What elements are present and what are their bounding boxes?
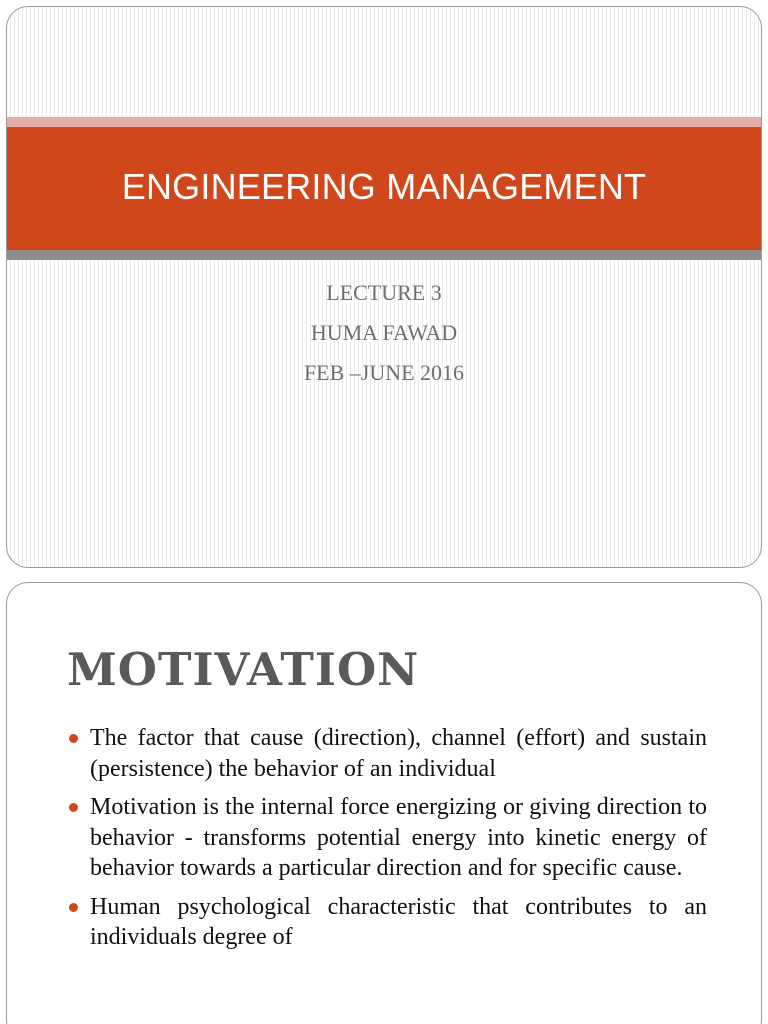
bullet-item xyxy=(67,792,707,884)
bullet-text: Human psychological characteristic that contributes to an individuals degree of xyxy=(90,893,707,950)
bullet-dot-icon xyxy=(69,903,78,912)
slide-subtitle xyxy=(7,273,761,393)
bullet-text: Motivation is the internal force energizing or giving direction to behavior - transforms potential energy into kinetic energy of behavior towards a particular direction and for specific cause. xyxy=(90,794,707,881)
subtitle-author: HUMA FAWAD xyxy=(310,320,458,345)
bullet-dot-icon xyxy=(69,734,78,743)
bullet-item xyxy=(67,723,707,784)
bullet-dot-icon xyxy=(69,803,78,812)
title-band-bottom xyxy=(7,250,761,260)
subtitle-lecture: LECTURE 3 xyxy=(326,280,442,305)
subtitle-date: FEB –JUNE 2016 xyxy=(303,360,465,385)
slide-title-text: ENGINEERING MANAGEMENT xyxy=(121,165,647,207)
slide-motivation xyxy=(6,582,762,1024)
slide-heading: MOTIVATION xyxy=(67,643,420,696)
slide-title xyxy=(6,6,762,568)
bullet-item xyxy=(67,892,707,953)
bullet-list xyxy=(67,723,707,961)
bullet-text: The factor that cause (direction), channel (effort) and sustain (persistence) the behavior of an individual xyxy=(90,725,707,782)
title-bar xyxy=(7,127,761,250)
title-band-top xyxy=(7,117,761,127)
